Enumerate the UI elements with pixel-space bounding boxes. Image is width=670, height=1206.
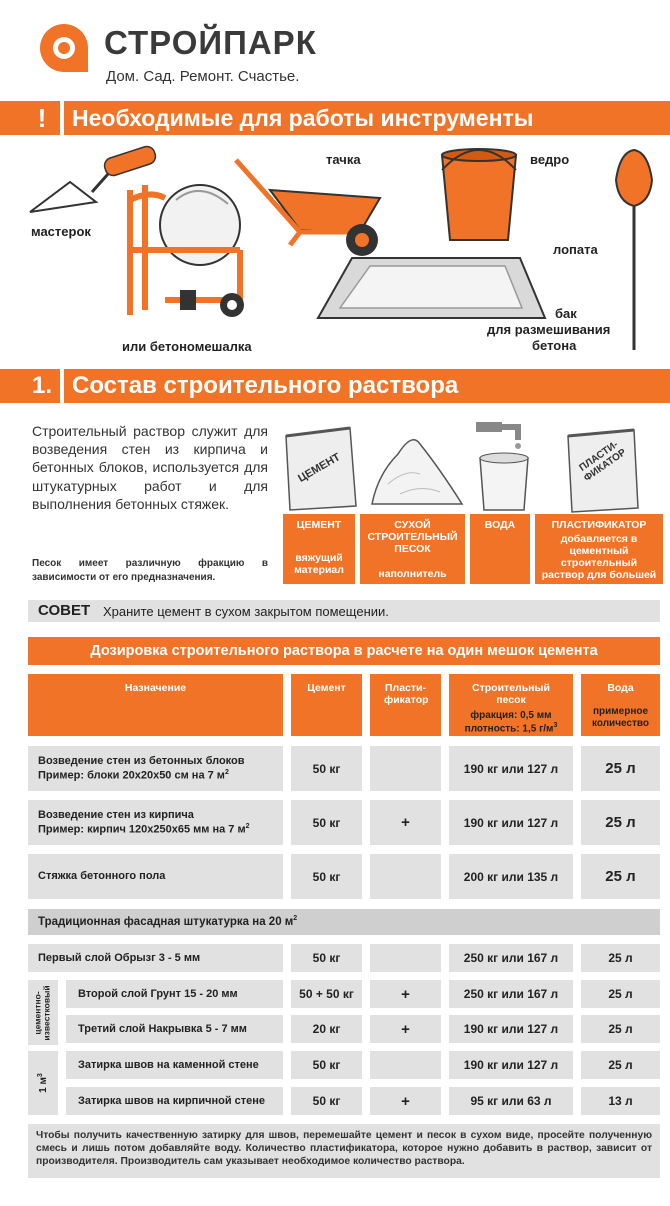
facade-title: Традиционная фасадная штукатурка на 20 $м^2$ [38,915,298,928]
label-wheelbarrow: тачка [326,152,361,167]
row-plasticizer: + [370,800,441,845]
row-plasticizer [370,854,441,899]
footnote-text: Чтобы получить качественную затирку для швов, перемешайте цемент и песок в сухом виде, просейте полученную смесь и лишь потом добавляйте воду. Количество пластификатора, которое нужно добавить в раствор, зависит от производителя. Производитель сам указывает необходимое количество раствора. [36,1130,652,1167]
table-row-purpose: Второй слой Грунт 15 - 20 мм [66,980,283,1008]
material-sand-desc: наполнитель [378,568,447,580]
row-purpose-example: Пример: кирпич 120х250х65 мм на 7 м [38,823,246,836]
tools-banner-mark: ! [37,103,47,133]
composition-banner [0,369,670,403]
row-water: 25 л [581,746,660,791]
header-purpose: Назначение [28,674,283,736]
wheelbarrow-icon [236,160,380,256]
row-sand: 200 кг или 135 л [449,854,573,899]
label-tank-3: бетона [532,338,577,353]
group-label-lime [28,980,58,1045]
header-water-sub: примерное количество [591,706,650,729]
material-plasticizer-desc: добавляется в цементный строительный раствор для большей плотности [541,533,657,594]
row-purpose-sup: 2 [224,769,229,777]
label-shovel: лопата [553,242,598,257]
row-cement: 20 кг [291,1015,362,1043]
table-row-purpose [28,854,283,899]
row-water: 25 л [581,854,660,899]
label-trowel: мастерок [31,224,91,239]
label-bucket: ведро [530,152,570,167]
table-row-purpose: Затирка швов на каменной стене [66,1051,283,1079]
plasticizer-bag-label: ПЛАСТИ-ФИКАТОР [577,439,629,485]
group-label-volume-text: 1 $м^3$ [36,1073,50,1093]
material-plasticizer [535,514,663,594]
tip-bar [28,600,660,622]
row-water: 25 л [581,944,660,972]
row-sand: 95 кг или 63 л [449,1087,573,1115]
composition-description: Строительный раствор служит для возведения стен из кирпича и бетонных блоков, используется для штукатурных работ и для выполнения бетонных стяжек. [32,423,268,512]
table-row-purpose: Затирка швов на кирпичной стене [66,1087,283,1115]
material-sand [360,514,465,584]
row-plasticizer: + [370,1015,441,1043]
footnote-box [28,1124,660,1178]
row-plasticizer [370,944,441,972]
brand-logo [38,22,90,74]
row-cement: 50 кг [291,1051,362,1079]
header-cement: Цемент [291,674,362,736]
header-plasticizer: Пласти-фикатор [370,674,441,736]
row-plasticizer: + [370,1087,441,1115]
material-cement-desc: вяжущий материал [294,552,344,577]
row-water: 25 л [581,1015,660,1043]
header-water [581,674,660,736]
row-cement: 50 кг [291,944,362,972]
material-water-name: ВОДА [484,519,516,531]
row-purpose-line2 [38,822,250,837]
shovel-icon [616,150,652,350]
group-label-lime-text: цементно-известковый [32,984,52,1041]
brand-name: СТРОЙПАРК [104,24,317,61]
row-cement: 50 кг [291,800,362,845]
row-purpose-sup: 2 [245,823,250,831]
table-title-bar [28,637,660,665]
row-purpose-line1: Стяжка бетонного пола [38,870,166,883]
row-sand: 190 кг или 127 л [449,1015,573,1043]
label-tank-1: бак [555,306,577,321]
sand-note: Песок имеет различную фракцию в зависимости от его предназначения. [32,558,268,583]
row-cement: 50 кг [291,1087,362,1115]
tip-text: Храните цемент в сухом закрытом помещении. [103,604,389,619]
header-sand-title: Строительный песок [472,682,550,707]
label-mixer: или бетономешалка [122,339,252,354]
material-water [470,514,530,584]
material-cement [283,514,355,584]
brand-logo-icon [38,22,90,74]
row-purpose-example: Пример: блоки 20х20х50 см на 7 м [38,769,225,782]
row-plasticizer [370,1051,441,1079]
row-water: 25 л [581,1051,660,1079]
composition-banner-mark: 1. [31,372,52,399]
material-plasticizer-name: ПЛАСТИФИКАТОР [551,519,647,531]
group-label-volume [28,1051,58,1115]
row-sand: 190 кг или 127 л [449,800,573,845]
row-purpose-line2 [38,768,229,783]
row-water: 13 л [581,1087,660,1115]
tools-banner [0,101,670,135]
table-row-purpose: Третий слой Накрывка 5 - 7 мм [66,1015,283,1043]
header-sand-sub1: фракция: 0,5 мм [470,710,552,722]
header-sand [449,674,573,736]
composition-banner-title: Состав строительного раствора [72,372,459,399]
row-cement: 50 кг [291,854,362,899]
row-cement: 50 + 50 кг [291,980,362,1008]
row-water: 25 л [581,980,660,1008]
row-plasticizer [370,746,441,791]
row-water: 25 л [581,800,660,845]
row-purpose-line1: Возведение стен из кирпича [38,808,194,821]
sand-pile-icon [372,440,462,504]
row-sand: 250 кг или 167 л [449,980,573,1008]
tools-banner-title: Необходимые для работы инструменты [72,105,534,131]
row-cement: 50 кг [291,746,362,791]
facade-title-bar [28,909,660,935]
mixing-tank-icon [318,258,545,318]
trowel-icon [30,144,158,212]
row-sand: 190 кг или 127 л [449,1051,573,1079]
table-row-purpose: Первый слой Обрызг 3 - 5 мм [28,944,283,972]
concrete-mixer-icon [128,185,244,317]
table-row-purpose [28,800,283,845]
row-sand: 250 кг или 167 л [449,944,573,972]
row-plasticizer: + [370,980,441,1008]
material-cement-name: ЦЕМЕНТ [296,519,342,531]
label-tank-2: для размешивания [487,322,611,337]
bucket-icon [442,149,516,240]
header-water-title: Вода [607,682,634,694]
cement-bag-label: ЦЕМЕНТ [296,451,343,485]
header-sand-sub2: плотность: 1,5 $г/м^3$ [464,721,558,734]
row-sand: 190 кг или 127 л [449,746,573,791]
material-sand-name: СУХОЙ СТРОИТЕЛЬНЫЙ ПЕСОК [367,519,458,556]
row-purpose-line1: Возведение стен из бетонных блоков [38,754,245,767]
table-title: Дозировка строительного раствора в расчете на один мешок цемента [90,643,598,659]
tip-label: СОВЕТ [38,602,91,619]
water-tap-icon [476,422,528,510]
brand-slogan: Дом. Сад. Ремонт. Счастье. [106,68,300,85]
table-row-purpose [28,746,283,791]
